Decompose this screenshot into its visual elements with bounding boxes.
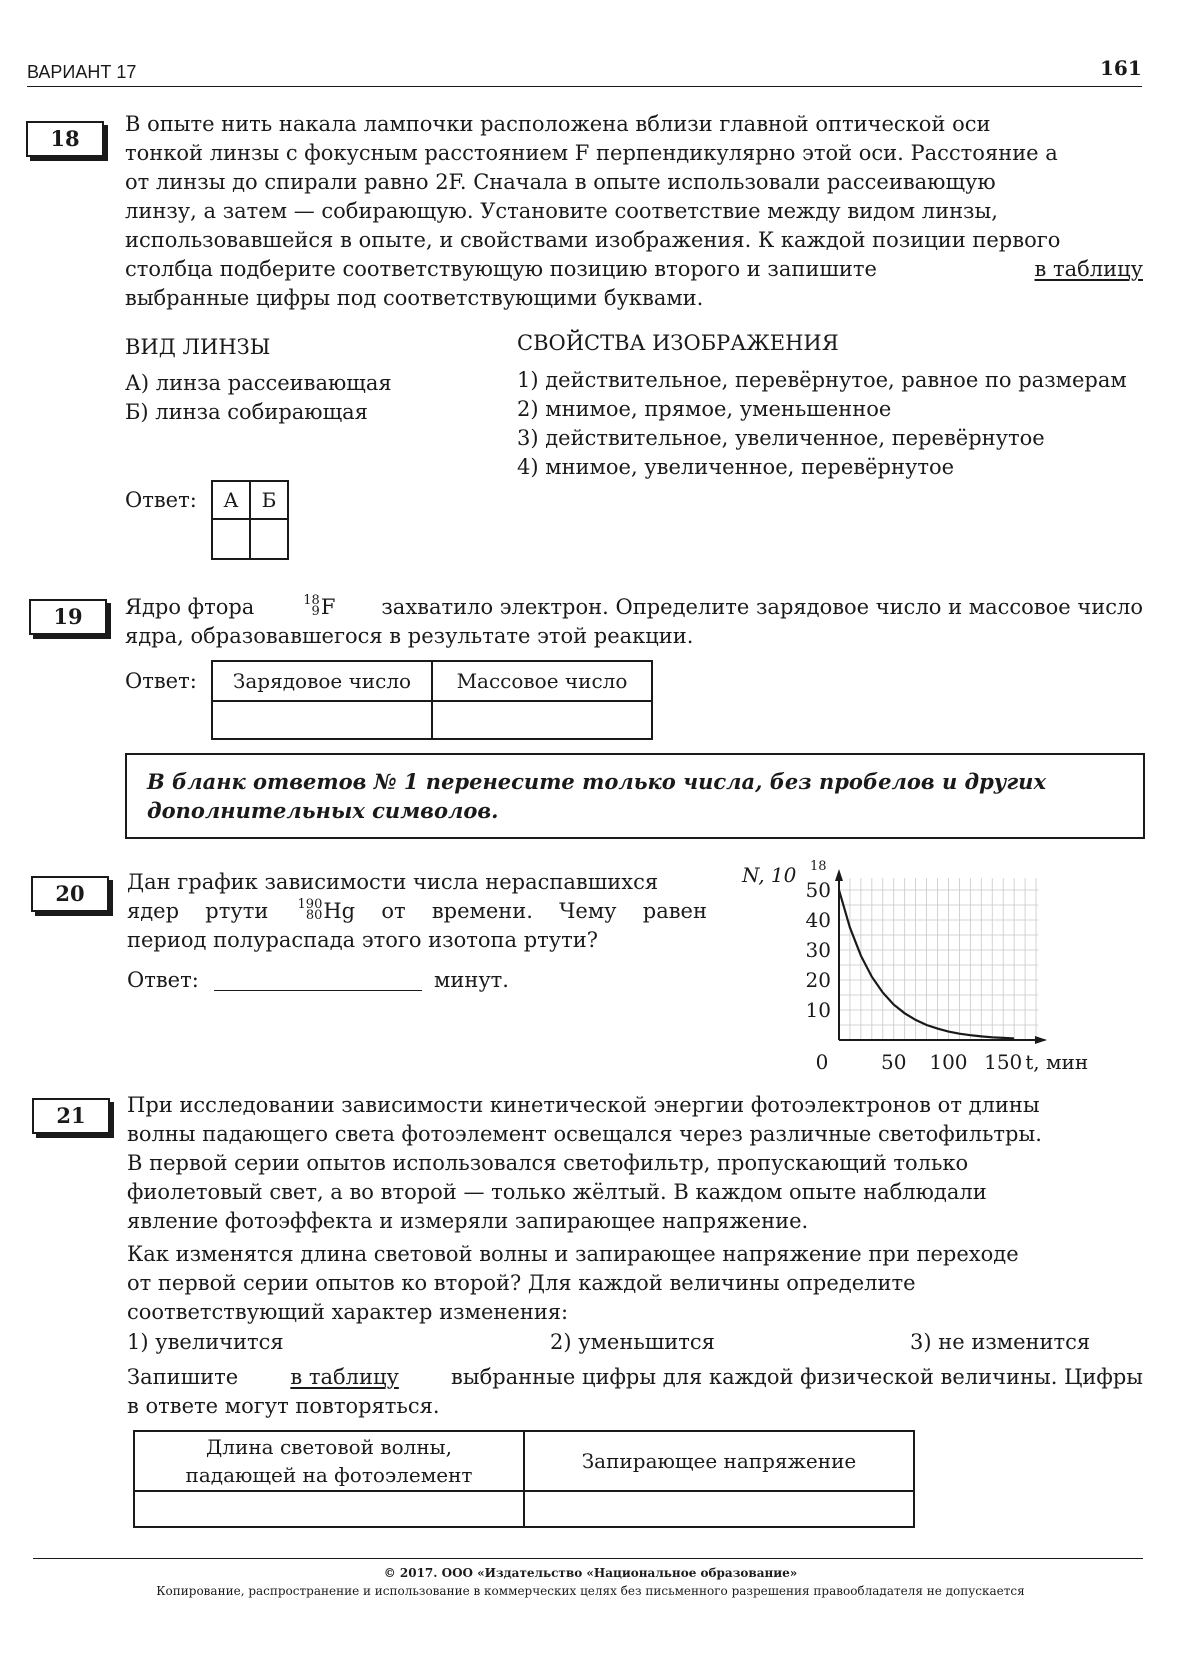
q18-answer-table — [211, 480, 289, 560]
q21-p1-line-4: фиолетовый свет, а во второй — только жёлтый. В каждом опыте наблюдали — [127, 1180, 987, 1204]
q20-text — [127, 868, 707, 955]
q21-p2-line-3: соответствующий характер изменения: — [127, 1300, 569, 1324]
q21-p3-line-1 — [127, 1363, 1143, 1392]
q18-option-1: 1) действительное, перевёрнутое, равное по размерам — [517, 368, 1127, 392]
q20-word-b: ртути — [205, 899, 269, 923]
q21-table-header-wavelength — [134, 1431, 524, 1491]
q21-p2-line-2: от первой серии опытов ко второй? Для каждой величины определите — [127, 1271, 916, 1295]
q18-option-4: 4) мнимое, увеличенное, перевёрнутое — [517, 455, 955, 479]
q18-line-1: В опыте нить накала лампочки расположена вблизи главной оптической оси — [125, 112, 991, 136]
chart-y-tick-label: 40 — [805, 908, 831, 932]
q20-answer-line[interactable] — [214, 990, 422, 991]
q19-isotope-symbol: F — [320, 595, 336, 619]
variant-label: ВАРИАНТ 17 — [27, 62, 137, 82]
q20-isotope-numbers — [297, 896, 323, 923]
q20-line-1: Дан график зависимости числа нераспавшихся — [127, 870, 659, 894]
q20-isotope — [295, 897, 356, 926]
q21-p3-underlined: в таблицу — [290, 1365, 399, 1389]
chart-y-tick-label: 10 — [805, 998, 831, 1022]
chart-x-ticks — [816, 1050, 1023, 1074]
q18-answer-cell-a[interactable] — [212, 519, 250, 559]
q18-answer-cell-b[interactable] — [250, 519, 288, 559]
q18-option-b: Б) линза собирающая — [125, 400, 368, 424]
q20-word-c: от — [381, 899, 406, 923]
q21-answer-table — [133, 1430, 915, 1528]
question-number-21: 21 — [32, 1098, 110, 1134]
q19-isotope — [300, 593, 335, 622]
q18-answer-label: Ответ: — [125, 488, 197, 512]
chart-y-tick-label: 50 — [805, 878, 831, 902]
chart-y-arrow — [835, 869, 843, 881]
q19-answer-cell-charge[interactable] — [212, 701, 432, 739]
q18-left-options — [125, 369, 392, 427]
q18-answer-header-a: А — [212, 481, 250, 519]
answer-sheet-note — [125, 753, 1145, 839]
q21-p1-line-3: В первой серии опытов использовался светофильтр, пропускающий только — [127, 1151, 969, 1175]
footer-divider — [33, 1558, 1143, 1559]
q21-answer-cell-voltage[interactable] — [524, 1491, 914, 1527]
chart-x-tick-label: 150 — [984, 1050, 1023, 1074]
chart-x-tick-label: 50 — [881, 1050, 907, 1074]
q20-isotope-charge: 80 — [305, 907, 323, 923]
q21-p1-line-2: волны падающего света фотоэлемент освещался через различные светофильтры. — [127, 1122, 1042, 1146]
q18-answer-header-b: Б — [250, 481, 288, 519]
q19-isotope-charge: 9 — [311, 603, 320, 619]
q18-line-3: от линзы до спирали равно 2F. Сначала в опыте использовали рассеивающую — [125, 170, 996, 194]
q18-line-6: столбца подберите соответствующую позицию второго и запишите — [125, 257, 877, 281]
q20-word-a: ядер — [127, 899, 180, 923]
chart-y-ticks — [806, 878, 831, 1022]
footer-copyright: © 2017. ООО «Издательство «Национальное образование» — [383, 1566, 798, 1580]
q18-line-5: использовавшейся в опыте, и свойствами изображения. К каждой позиции первого — [125, 228, 1061, 252]
q20-isotope-symbol: Hg — [323, 899, 356, 923]
chart-x-arrow — [1035, 1036, 1047, 1044]
note-line-2: дополнительных символов. — [147, 798, 499, 823]
q18-line-7: выбранные цифры под соответствующими буквами. — [125, 286, 704, 310]
q19-text-a: Ядро фтора — [125, 595, 255, 619]
q18-option-3: 3) действительное, увеличенное, перевёрнутое — [517, 426, 1045, 450]
q18-right-heading: СВОЙСТВА ИЗОБРАЖЕНИЯ — [517, 331, 839, 355]
q18-option-2: 2) мнимое, прямое, уменьшенное — [517, 397, 892, 421]
q19-answer-header-charge: Зарядовое число — [212, 661, 432, 701]
q20-line-3: период полураспада этого изотопа ртути? — [127, 928, 598, 952]
header-divider — [27, 86, 1142, 87]
q20-word-d: времени. — [431, 899, 533, 923]
q19-text — [125, 593, 1143, 651]
chart-y-tick-label: 20 — [805, 968, 831, 992]
q21-p1-line-1: При исследовании зависимости кинетической энергии фотоэлектронов от длины — [127, 1093, 1040, 1117]
note-line-1: В бланк ответов № 1 перенесите только числа, без пробелов и других — [147, 769, 1046, 794]
q19-line-2: ядра, образовавшегося в результате этой реакции. — [125, 624, 694, 648]
q20-isotope-mass: 190 — [297, 896, 323, 912]
page-number: 161 — [1100, 56, 1142, 80]
q21-table-header-wavelength-line-2: падающей на фотоэлемент — [185, 1463, 473, 1487]
question-number-18: 18 — [26, 121, 104, 157]
chart-x-label: t, мин — [1025, 1050, 1089, 1074]
q21-option-2: 2) уменьшится — [550, 1330, 715, 1354]
question-number-20: 20 — [31, 876, 109, 912]
q19-line-1 — [125, 593, 1143, 622]
q18-text — [125, 110, 1143, 313]
q20-word-e: Чему — [559, 899, 617, 923]
q18-underlined-table: в таблицу — [1034, 257, 1143, 281]
q18-right-options — [517, 366, 1127, 482]
decay-chart — [740, 852, 1140, 1082]
q21-paragraph-3 — [127, 1363, 1143, 1421]
q20-answer-label: Ответ: — [127, 968, 199, 992]
question-number-19: 19 — [29, 599, 107, 635]
q21-p2-line-1: Как изменятся длина световой волны и запирающее напряжение при переходе — [127, 1242, 1019, 1266]
q19-answer-cell-mass[interactable] — [432, 701, 652, 739]
q18-option-a: А) линза рассеивающая — [125, 371, 392, 395]
q20-line-2 — [127, 897, 707, 926]
q18-line-2: тонкой линзы с фокусным расстоянием F перпендикулярно этой оси. Расстояние a — [125, 141, 1058, 165]
q20-word-f: равен — [642, 899, 707, 923]
chart-y-tick-label: 30 — [805, 938, 831, 962]
q19-answer-header-mass: Массовое число — [432, 661, 652, 701]
q21-answer-cell-wavelength[interactable] — [134, 1491, 524, 1527]
q19-isotope-numbers — [303, 592, 320, 619]
q21-paragraph-1 — [127, 1091, 1143, 1236]
q20-answer-unit: минут. — [434, 968, 509, 992]
footer-license: Копирование, распространение и использование в коммерческих целях без письменного разрешения правообладателя не допускается — [156, 1584, 1025, 1598]
chart-x-tick-label: 0 — [815, 1050, 829, 1074]
q21-p1-line-5: явление фотоэффекта и измеряли запирающее напряжение. — [127, 1209, 809, 1233]
q21-p3-before: Запишите — [127, 1365, 239, 1389]
q18-line-6-row — [125, 255, 1143, 284]
q21-table-header-voltage: Запирающее напряжение — [524, 1431, 914, 1491]
q19-answer-label: Ответ: — [125, 669, 197, 693]
q21-option-3: 3) не изменится — [910, 1330, 1091, 1354]
q21-p3-line-2: в ответе могут повторяться. — [127, 1394, 440, 1418]
q19-answer-table — [211, 660, 653, 740]
chart-grid — [839, 878, 1038, 1040]
q18-left-heading: ВИД ЛИНЗЫ — [125, 335, 271, 359]
q19-isotope-mass: 18 — [303, 592, 320, 608]
q21-option-1: 1) увеличится — [127, 1330, 284, 1354]
chart-y-label-exponent: 18 — [810, 859, 827, 874]
q18-line-4: линзу, а затем — собирающую. Установите соответствие между видом линзы, — [125, 199, 998, 223]
chart-y-label: N, 10 — [742, 863, 797, 887]
q21-table-header-wavelength-line-1: Длина световой волны, — [206, 1435, 452, 1459]
q21-p3-after: выбранные цифры для каждой физической величины. Цифры — [451, 1365, 1143, 1389]
q21-paragraph-2 — [127, 1240, 1143, 1327]
chart-x-tick-label: 100 — [929, 1050, 968, 1074]
q19-text-b: захватило электрон. Определите зарядовое число и массовое число — [381, 595, 1143, 619]
